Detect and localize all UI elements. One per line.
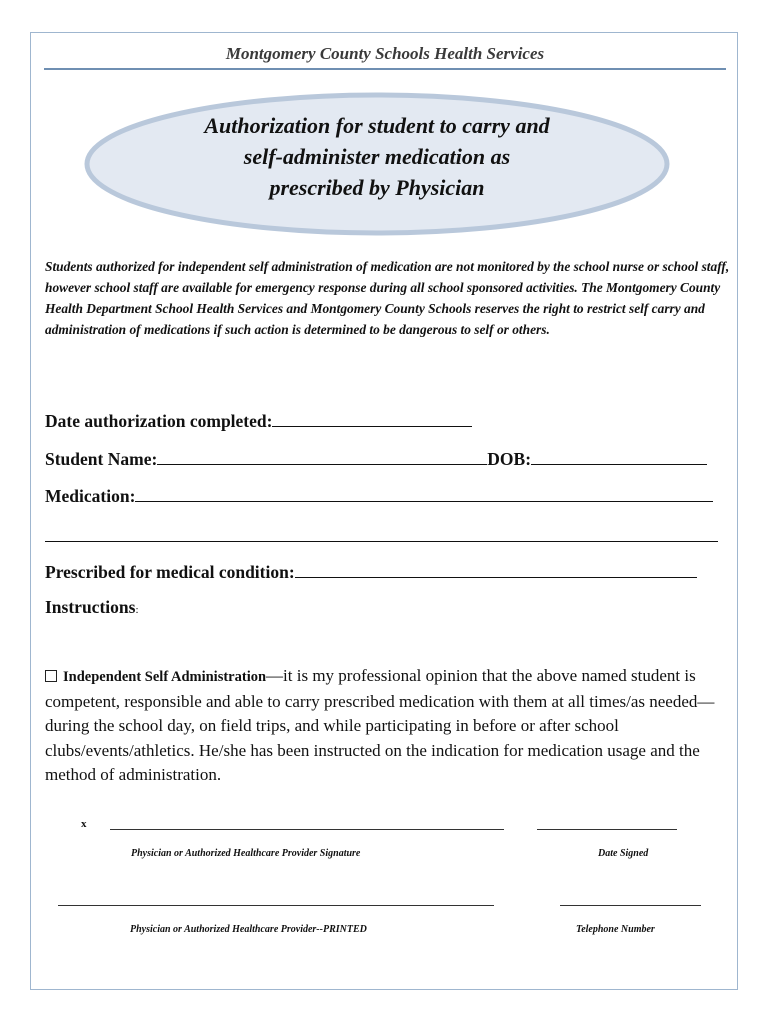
- telephone-label: Telephone Number: [576, 924, 655, 935]
- dob-label: DOB:: [487, 449, 532, 469]
- instructions-label: Instructions: [45, 597, 136, 617]
- condition-label: Prescribed for medical condition:: [45, 562, 295, 582]
- printed-name-line[interactable]: [58, 905, 494, 906]
- date-signed-line[interactable]: [537, 829, 677, 830]
- medication-row: [45, 485, 713, 507]
- date-completed-label: Date authorization completed:: [45, 411, 273, 431]
- form-title-line3: prescribed by Physician: [269, 175, 485, 200]
- form-title: [80, 110, 674, 203]
- disclaimer-text: Students authorized for independent self administration of medication are not monitored by the school nurse or school staff, however school staff are available for emergency response during all school sponsored activities. The Montgomery County Health Department School Health Services and Montgomery County Schools reserves the right to restrict self carry and administration of medications if such action is determined to be dangerous to self or others.: [45, 259, 730, 337]
- header-title: Montgomery County Schools Health Services: [225, 44, 545, 63]
- medication-continuation-line[interactable]: [45, 541, 718, 542]
- date-completed-row: [45, 410, 472, 432]
- instructions-row: [45, 597, 139, 618]
- signature-x-mark: x: [81, 818, 87, 830]
- title-oval: [80, 88, 674, 240]
- self-administration-checkbox[interactable]: [45, 670, 57, 682]
- signature-line[interactable]: [110, 829, 504, 830]
- printed-name-label: Physician or Authorized Healthcare Provider--PRINTED: [130, 924, 367, 935]
- opinion-paragraph: [45, 664, 735, 788]
- form-title-line2: self-administer medication as: [243, 144, 511, 169]
- medication-field[interactable]: [135, 485, 713, 502]
- condition-field[interactable]: [295, 561, 697, 578]
- condition-row: [45, 561, 697, 583]
- opinion-text: —it is my professional opinion that the above named student is competent, responsible and able to carry prescribed medication with them at all times/as needed—during the school day, on field trips, and while participating in before or after school clubs/events/athletics. He/she has been instructed on the indication for medication usage and the method of administration.: [45, 666, 715, 784]
- form-title-line1: Authorization for student to carry and: [204, 113, 550, 138]
- dob-field[interactable]: [531, 448, 707, 465]
- instructions-colon: :: [135, 604, 139, 616]
- signature-label: Physician or Authorized Healthcare Provider Signature: [131, 848, 361, 859]
- medication-label: Medication:: [45, 486, 136, 506]
- student-row: [45, 448, 707, 470]
- date-signed-label: Date Signed: [598, 848, 649, 859]
- opinion-heading: Independent Self Administration: [63, 669, 267, 685]
- student-name-label: Student Name:: [45, 449, 158, 469]
- header-rule: [44, 68, 726, 70]
- telephone-line[interactable]: [560, 905, 701, 906]
- date-completed-field[interactable]: [272, 410, 472, 427]
- student-name-field[interactable]: [157, 448, 487, 465]
